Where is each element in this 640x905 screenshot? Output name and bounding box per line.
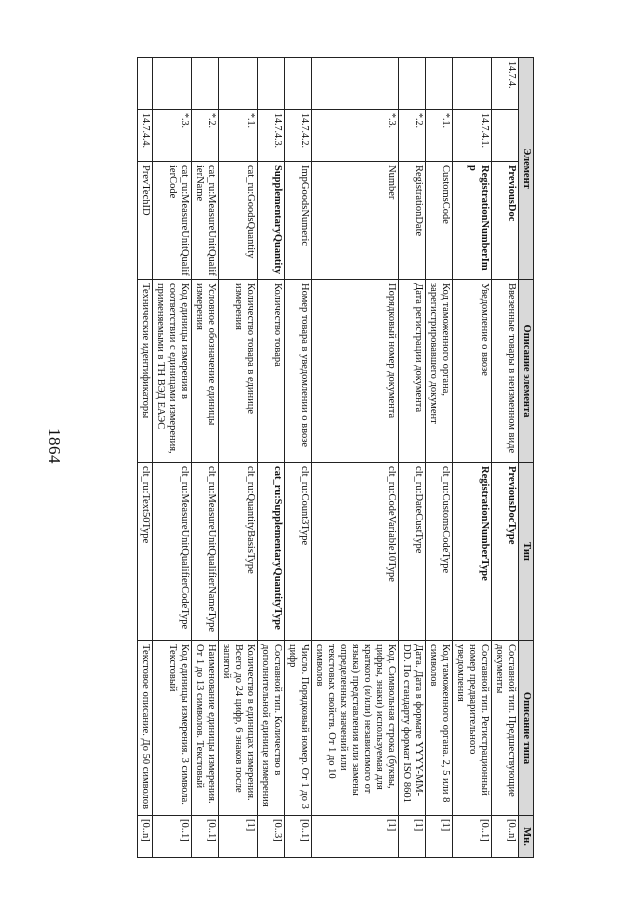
row-number	[219, 58, 258, 110]
element-description: Количество товара в единице измерения	[219, 280, 258, 463]
element-name: PreviousDoc	[492, 162, 519, 280]
multiplicity: [0..1]	[453, 816, 492, 858]
multiplicity: [1]	[219, 816, 258, 858]
header-row	[519, 58, 534, 858]
element-name: cat_ru:GoodsQuantity	[219, 162, 258, 280]
table-row	[426, 58, 453, 858]
table-row	[399, 58, 426, 858]
element-description: Код единицы измерения в соответствии с единицами измерения, применяемыми в ТН ВЭД ЕАЭС	[153, 280, 192, 463]
element-type: clt_ru:CodeVariable10Type	[312, 463, 399, 641]
element-name: Number	[312, 162, 399, 280]
table-row	[312, 58, 399, 858]
row-subnumber: 14.7.4.1.	[453, 110, 492, 162]
element-description: Уведомление о ввозе	[453, 280, 492, 463]
element-description: Условное обозначение единицы измерения	[192, 280, 219, 463]
type-description: Количество в единицах измерения. Всего до 24 цифр, 6 знаков после запятой	[219, 641, 258, 816]
table-row	[258, 58, 285, 858]
element-type: clt_ru:DateCustType	[399, 463, 426, 641]
multiplicity: [0..n]	[138, 816, 153, 858]
element-name: PrevTechID	[138, 162, 153, 280]
row-number	[138, 58, 153, 110]
row-subnumber	[492, 110, 519, 162]
element-name: RegistrationDate	[399, 162, 426, 280]
row-number	[153, 58, 192, 110]
type-description: Код. Символьная строка (буквы, цифры, знаки) используемая для краткого (и/или) независимого от языка) представления или замены определенных значений или текстовых свойств. От 1 до 10 символов	[312, 641, 399, 816]
type-description: Наименование единицы измерения. От 1 до 13 символов. Текстовый	[192, 641, 219, 816]
header-type: Тип	[519, 463, 534, 641]
row-number	[192, 58, 219, 110]
element-name: ImpGoodsNumeric	[285, 162, 312, 280]
element-description: Количество товара	[258, 280, 285, 463]
multiplicity: [0..1]	[192, 816, 219, 858]
header-mult: Мн.	[519, 816, 534, 858]
element-description: Порядковый номер документа	[312, 280, 399, 463]
element-description: Код таможенного органа, зарегистрировавшего документ	[426, 280, 453, 463]
multiplicity: [1]	[312, 816, 399, 858]
element-type: clt_ru:Text50Type	[138, 463, 153, 641]
element-type: cat_ru:SupplementaryQuantityType	[258, 463, 285, 641]
multiplicity: [0..1]	[285, 816, 312, 858]
element-description: Номер товара в уведомлении о ввозе	[285, 280, 312, 463]
row-subnumber: *.2.	[399, 110, 426, 162]
multiplicity: [1]	[399, 816, 426, 858]
rotated-table-sheet	[102, 57, 534, 857]
row-number	[312, 58, 399, 110]
table-row	[453, 58, 492, 858]
row-subnumber: 14.7.4.4.	[138, 110, 153, 162]
type-description: Составной тип. Количество в дополнительной единице измерения	[258, 641, 285, 816]
element-type: RegistrationNumberType	[453, 463, 492, 641]
row-number: 14.7.4.	[492, 58, 519, 110]
row-subnumber: *.1.	[219, 110, 258, 162]
table-row	[285, 58, 312, 858]
row-number	[426, 58, 453, 110]
element-name: CustomsCode	[426, 162, 453, 280]
element-type: PreviousDocType	[492, 463, 519, 641]
table-row	[138, 58, 153, 858]
type-description: Дата. Дата в формате YYYY-MM-DD. По стандарту формат ISO 8601	[399, 641, 426, 816]
type-description: Код таможенного органа. 2, 5 или 8 символов	[426, 641, 453, 816]
multiplicity: [0..n]	[492, 816, 519, 858]
table-row	[219, 58, 258, 858]
element-name: RegistrationNumberImp	[453, 162, 492, 280]
element-spec-table	[137, 57, 534, 858]
element-description: Ввезенные товары в неизменном виде	[492, 280, 519, 463]
element-description: Дата регистрации документа	[399, 280, 426, 463]
table-row	[492, 58, 519, 858]
table-row	[192, 58, 219, 858]
multiplicity: [0..3]	[258, 816, 285, 858]
row-number	[285, 58, 312, 110]
type-description: Код единицы измерения. 3 символа. Текстовый	[153, 641, 192, 816]
multiplicity: [1]	[426, 816, 453, 858]
multiplicity: [0..1]	[153, 816, 192, 858]
row-number	[399, 58, 426, 110]
element-type: clt_ru:Count3Type	[285, 463, 312, 641]
page-number: 1864	[45, 428, 64, 464]
table-row	[153, 58, 192, 858]
element-description: Технические идентификаторы	[138, 280, 153, 463]
element-name: SupplementaryQuantity	[258, 162, 285, 280]
element-type: clt_ru:QuantityBasisType	[219, 463, 258, 641]
element-type: clt_ru:MeasureUnitQualifierNameType	[192, 463, 219, 641]
element-type: clt_ru:MeasureUnitQualifierCodeType	[153, 463, 192, 641]
header-element: Элемент	[519, 58, 534, 280]
element-name: cat_ru:MeasureUnitQualifierCode	[153, 162, 192, 280]
row-subnumber: *.2.	[192, 110, 219, 162]
type-description: Составной тип. Предшествующие документы	[492, 641, 519, 816]
row-subnumber: 14.7.4.3.	[258, 110, 285, 162]
type-description: Составной тип. Регистрационный номер предварительного уведомления	[453, 641, 492, 816]
row-subnumber: *.3.	[312, 110, 399, 162]
header-type-desc: Описание типа	[519, 641, 534, 816]
type-description: Число. Порядковый номер. От 1 до 3 цифр	[285, 641, 312, 816]
element-type: clt_ru:CustomsCodeType	[426, 463, 453, 641]
row-number	[258, 58, 285, 110]
row-number	[453, 58, 492, 110]
row-subnumber: 14.7.4.2.	[285, 110, 312, 162]
element-name: cat_ru:MeasureUnitQualifierName	[192, 162, 219, 280]
row-subnumber: *.3.	[153, 110, 192, 162]
row-subnumber: *.1.	[426, 110, 453, 162]
header-element-desc: Описание элемента	[519, 280, 534, 463]
type-description: Текстовое описание. До 50 символов	[138, 641, 153, 816]
